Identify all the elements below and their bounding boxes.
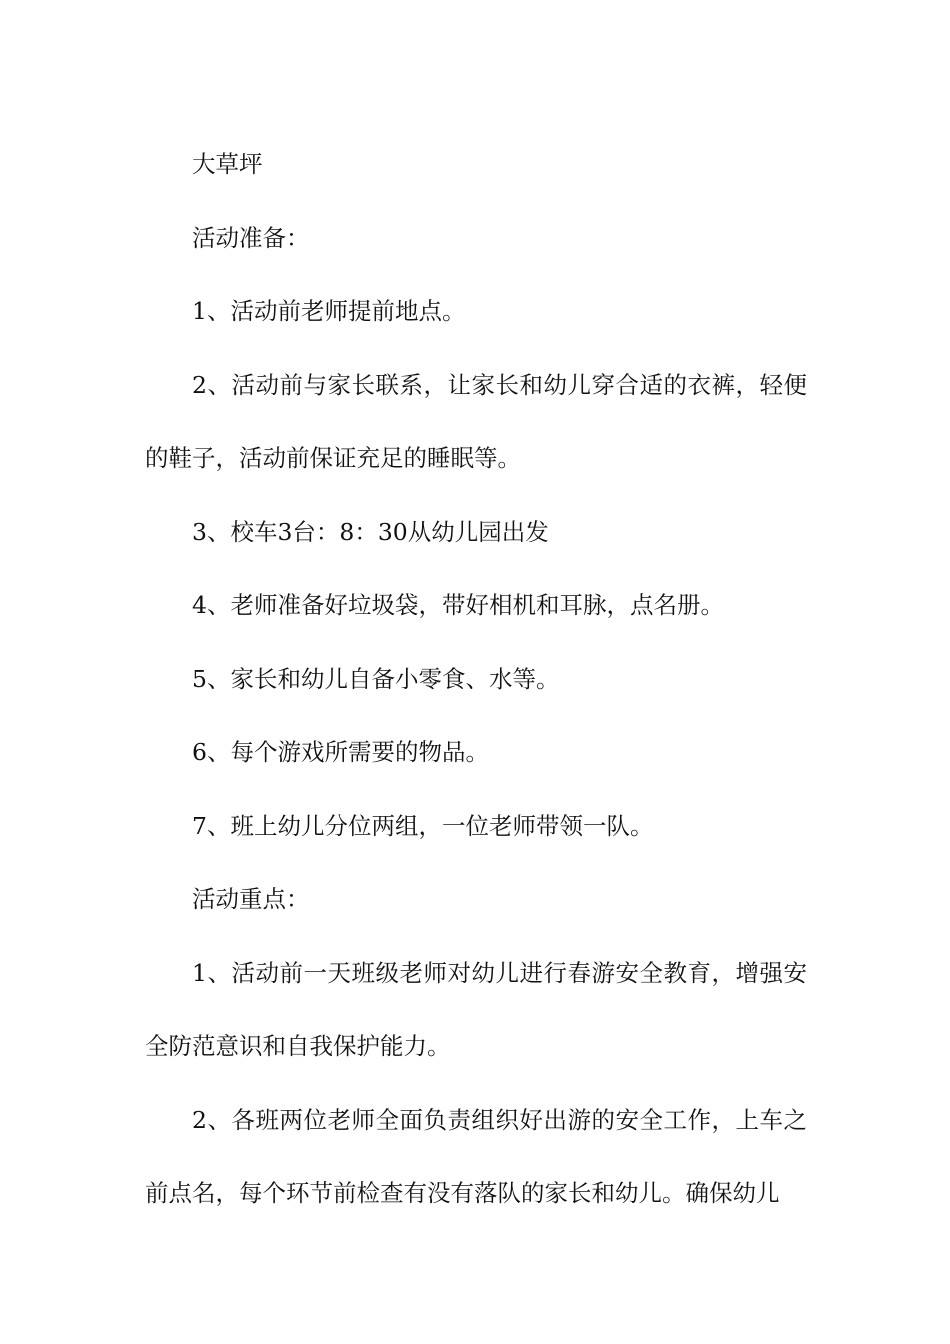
document-body bbox=[145, 128, 807, 1231]
prep-item-5: 5、家长和幼儿自备小零食、水等。 bbox=[192, 664, 560, 693]
prep-item-2: 2、活动前与家长联系，让家长和幼儿穿合适的衣裤，轻便的鞋子，活动前保证充足的睡眠等。 bbox=[145, 370, 807, 472]
prep-item-3: 3、校车3台：8：30从幼儿园出发 bbox=[192, 517, 549, 546]
prep-item-6: 6、每个游戏所需要的物品。 bbox=[192, 738, 489, 766]
focus-item-2: 2、各班两位老师全面负责组织好出游的安全工作，上车之前点名，每个环节前检查有没有落队的家长和幼儿。确保幼儿 bbox=[145, 1105, 807, 1207]
paragraph-location: 大草坪 bbox=[192, 150, 263, 178]
heading-activity-focus: 活动重点： bbox=[192, 885, 310, 913]
prep-item-1: 1、活动前老师提前地点。 bbox=[192, 297, 466, 325]
heading-activity-preparation: 活动准备： bbox=[192, 223, 310, 252]
focus-item-1: 1、活动前一天班级老师对幼儿进行春游安全教育，增强安全防范意识和自我保护能力。 bbox=[145, 958, 807, 1060]
prep-item-4: 4、老师准备好垃圾袋，带好相机和耳脉，点名册。 bbox=[192, 591, 724, 619]
prep-item-7: 7、班上幼儿分位两组，一位老师带领一队。 bbox=[192, 811, 654, 840]
